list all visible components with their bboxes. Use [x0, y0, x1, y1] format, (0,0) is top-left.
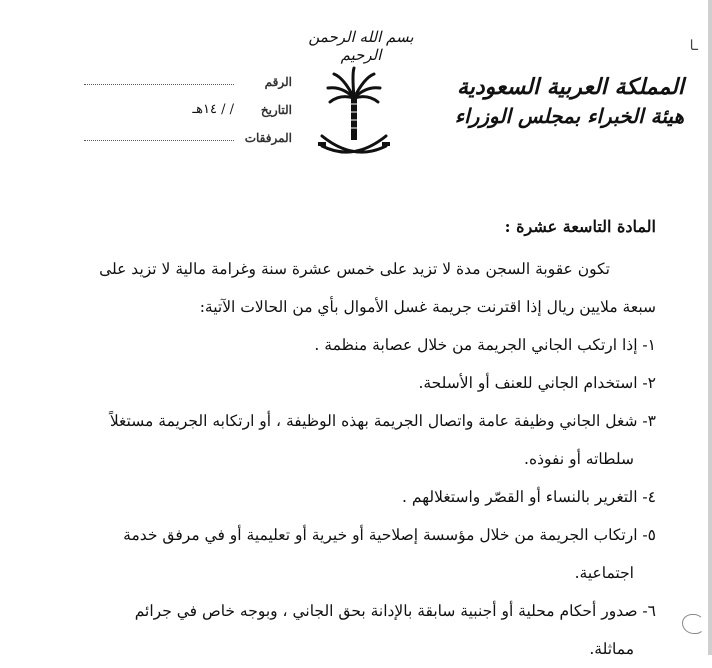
number-row: [22, 68, 292, 96]
letterhead: [0, 0, 712, 175]
intro-line: سبعة ملايين ريال إذا اقترنت جريمة غسل الأموال بأي من الحالات الآتية:: [199, 298, 656, 316]
list-item: [76, 364, 656, 402]
list-item: [76, 592, 656, 668]
list-item: [76, 516, 656, 592]
number-dotted-line: [84, 84, 234, 85]
list-item-continuation: سلطاته أو نفوذه.: [524, 450, 634, 468]
list-item: [76, 326, 656, 364]
list-item-text: ٣- شغل الجاني وظيفة عامة واتصال الجريمة بهذه الوظيفة ، أو ارتكابه الجريمة مستغلاً: [109, 412, 656, 430]
list-item-text: ٤- التغرير بالنساء أو القصّر واستغلالهم .: [402, 488, 656, 506]
list-item-text: ٢- استخدام الجاني للعنف أو الأسلحة.: [418, 374, 656, 392]
margin-mark: ـا: [689, 38, 698, 54]
number-label: الرقم: [264, 75, 292, 89]
attachments-row: [22, 124, 292, 152]
list-item-text: ١- إذا ارتكب الجاني الجريمة من خلال عصابة منظمة .: [314, 336, 656, 354]
list-item: [76, 402, 656, 478]
article-intro: [76, 250, 656, 326]
date-value: / / ١٤هـ: [192, 102, 234, 117]
basmala: بسم الله الرحمن الرحيم: [308, 28, 414, 64]
list-item-continuation: اجتماعية.: [574, 564, 634, 582]
article-body: [76, 210, 656, 668]
list-item: [76, 478, 656, 516]
issuer-block: [434, 72, 684, 130]
list-item-text: ٥- ارتكاب الجريمة من خلال مؤسسة إصلاحية أو خيرية أو تعليمية أو في مرفق خدمة: [123, 526, 656, 544]
article-title: المادة التاسعة عشرة :: [504, 217, 656, 236]
attachments-label: المرفقات: [244, 131, 292, 145]
list-item-continuation: مماثلة.: [589, 640, 634, 658]
date-label: التاريخ: [260, 103, 292, 117]
margin-stamp-mark: [682, 614, 704, 634]
saudi-emblem-icon: [314, 66, 394, 166]
kingdom-name: المملكة العربية السعودية: [456, 74, 684, 100]
intro-line: تكون عقوبة السجن مدة لا تزيد على خمس عشرة سنة وغرامة مالية لا تزيد على: [99, 260, 610, 278]
agency-name: هيئة الخبراء بمجلس الوزراء: [454, 104, 684, 128]
list-item-text: ٦- صدور أحكام محلية أو أجنبية سابقة بالإدانة بحق الجاني ، وبوجه خاص في جرائم: [134, 602, 656, 620]
reference-block: [22, 68, 292, 152]
date-row: [22, 96, 292, 124]
attachments-dotted-line: [84, 140, 234, 141]
